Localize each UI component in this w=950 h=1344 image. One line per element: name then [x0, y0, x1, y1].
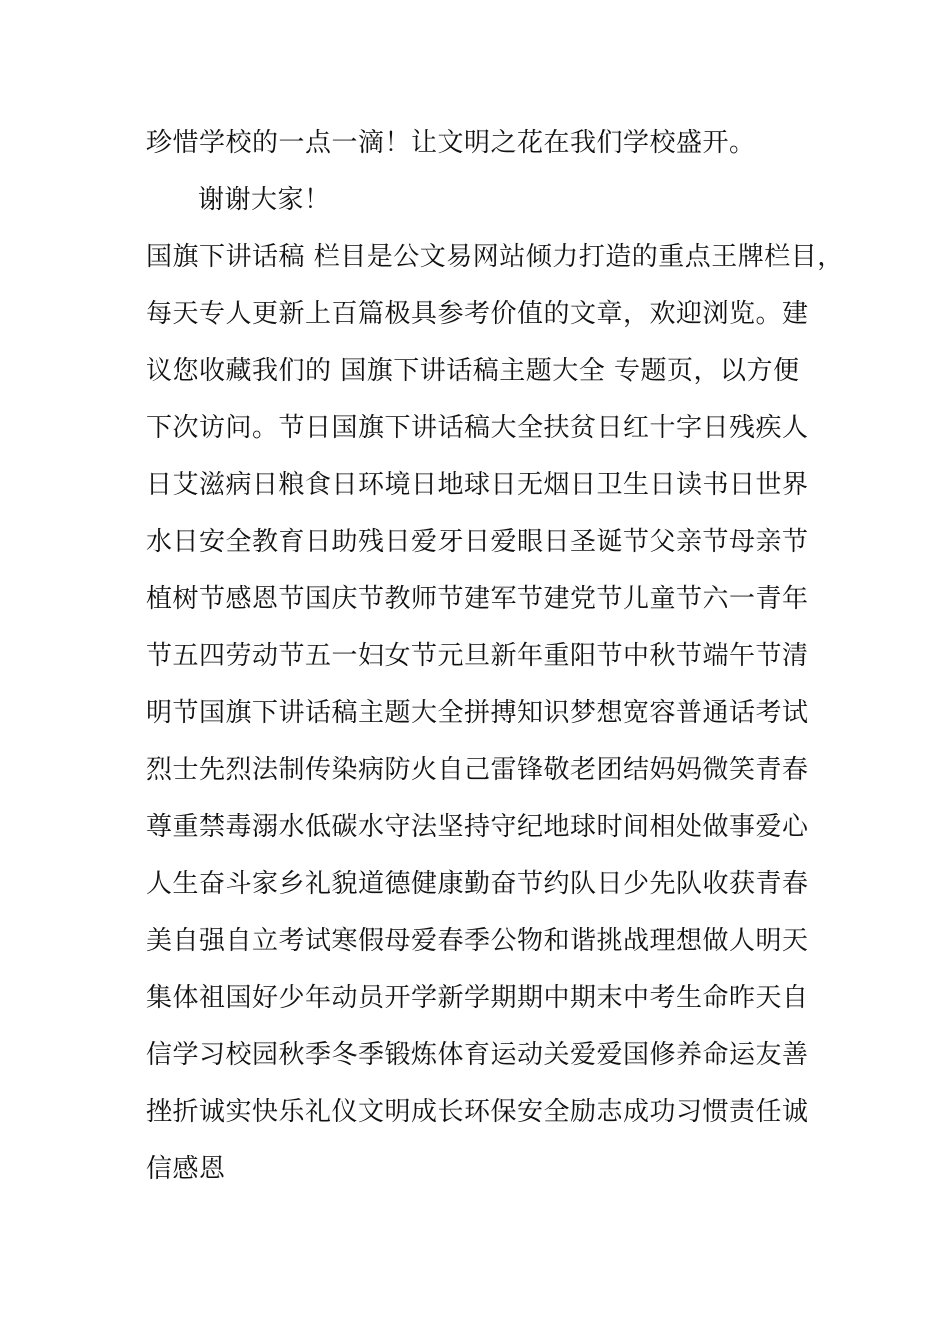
promo-line: 美自强自立考试寒假母爱春季公物和谐挑战理想做人明天: [146, 926, 809, 956]
promo-line: 烈士先烈法制传染病防火自己雷锋敬老团结妈妈微笑青春: [146, 755, 809, 785]
promo-line: 议您收藏我们的 国旗下讲话稿主题大全 专题页，以方便: [146, 356, 800, 386]
promo-line: 下次访问。节日国旗下讲话稿大全扶贫日红十字日残疾人: [146, 413, 809, 443]
promo-line: 集体祖国好少年动员开学新学期期中期末中考生命昨天自: [146, 983, 809, 1013]
promo-line: 明节国旗下讲话稿主题大全拼搏知识梦想宽容普通话考试: [146, 698, 809, 728]
promo-line: 信感恩: [146, 1154, 226, 1184]
promo-line: 植树节感恩节国庆节教师节建军节建党节儿童节六一青年: [146, 584, 809, 614]
promo-line: 信学习校园秋季冬季锻炼体育运动关爱爱国修养命运友善: [146, 1040, 809, 1070]
promo-line: 节五四劳动节五一妇女节元旦新年重阳节中秋节端午节清: [146, 641, 809, 671]
thanks-line: 谢谢大家！: [198, 185, 331, 215]
promo-line: 水日安全教育日助残日爱牙日爱眼日圣诞节父亲节母亲节: [146, 527, 809, 557]
closing-line: 珍惜学校的一点一滴！让文明之花在我们学校盛开。: [146, 128, 756, 158]
promo-line: 尊重禁毒溺水低碳水守法坚持守纪地球时间相处做事爱心: [146, 812, 809, 842]
promo-line: 每天专人更新上百篇极具参考价值的文章，欢迎浏览。建: [146, 299, 809, 329]
promo-line: 国旗下讲话稿 栏目是公文易网站倾力打造的重点王牌栏目，: [146, 242, 844, 272]
promo-line: 人生奋斗家乡礼貌道德健康勤奋节约队日少先队收获青春: [146, 869, 809, 899]
promo-line: 日艾滋病日粮食日环境日地球日无烟日卫生日读书日世界: [146, 470, 809, 500]
promo-line: 挫折诚实快乐礼仪文明成长环保安全励志成功习惯责任诚: [146, 1097, 809, 1127]
